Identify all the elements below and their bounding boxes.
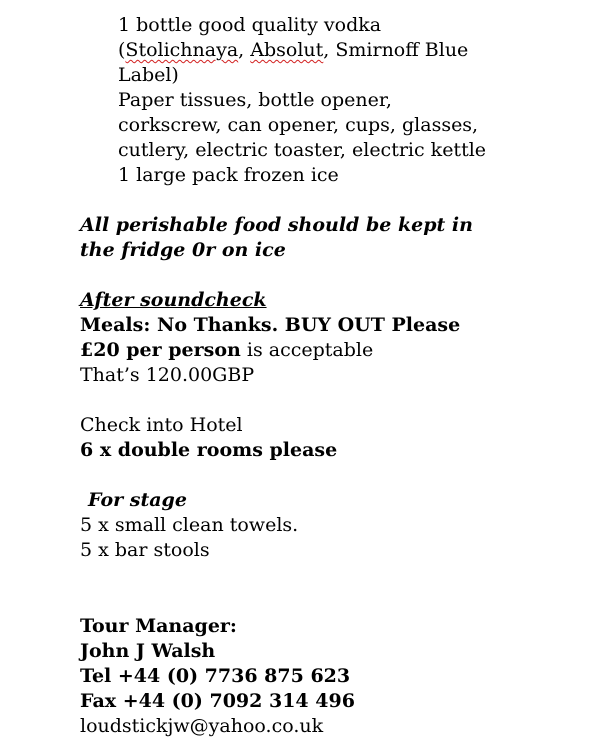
perishable-note-line-2 bbox=[80, 238, 286, 263]
brand-stolichnaya: Stolichnaya bbox=[125, 39, 239, 61]
after-soundcheck-heading bbox=[80, 288, 267, 313]
brand-absolut: Absolut bbox=[250, 39, 324, 61]
stage-heading-text: For stage bbox=[88, 489, 187, 511]
buyout-total bbox=[80, 363, 254, 388]
stage-stools-text: 5 x bar stools bbox=[80, 539, 210, 561]
hotel-check-in bbox=[80, 413, 243, 438]
ice-text: 1 large pack frozen ice bbox=[118, 164, 339, 186]
per-person-rate bbox=[80, 338, 373, 363]
supply-vodka-text: 1 bottle good quality vodka bbox=[118, 14, 382, 36]
stage-stools bbox=[80, 538, 210, 563]
buyout-total-text: That’s 120.00GBP bbox=[80, 364, 255, 386]
supply-vodka-brands-close bbox=[118, 63, 179, 88]
perishable-text-2: the fridge 0r on ice bbox=[80, 239, 286, 261]
stage-towels bbox=[80, 513, 298, 538]
tour-manager-fax bbox=[80, 689, 355, 714]
perishable-note-line-1 bbox=[80, 213, 473, 238]
per-person-amount: £20 per person bbox=[80, 339, 241, 361]
utensils-text-3: cutlery, electric toaster, electric kettle bbox=[118, 139, 487, 161]
brand-separator: , bbox=[238, 39, 251, 61]
perishable-text-1: All perishable food should be kept in bbox=[80, 214, 473, 236]
stage-heading bbox=[88, 488, 187, 513]
after-soundcheck-heading-text: After soundcheck bbox=[80, 289, 267, 311]
meals-buyout-text: Meals: No Thanks. BUY OUT Please bbox=[80, 314, 461, 336]
hotel-check-in-text: Check into Hotel bbox=[80, 414, 243, 436]
supply-vodka-brands bbox=[118, 38, 468, 63]
tour-manager-name bbox=[80, 639, 215, 664]
brands-open-paren: ( bbox=[118, 39, 126, 61]
supply-utensils-line-2 bbox=[118, 113, 478, 138]
meals-buyout bbox=[80, 313, 460, 338]
brands-close-text: Label) bbox=[118, 64, 179, 86]
supply-ice bbox=[118, 163, 339, 188]
utensils-text-2: corkscrew, can opener, cups, glasses, bbox=[118, 114, 479, 136]
per-person-rest: is acceptable bbox=[240, 339, 374, 361]
stage-towels-text: 5 x small clean towels. bbox=[80, 514, 299, 536]
tour-manager-label bbox=[80, 614, 237, 639]
tour-manager-name-text: John J Walsh bbox=[80, 640, 216, 662]
hotel-rooms bbox=[80, 438, 337, 463]
utensils-text-1: Paper tissues, bottle opener, bbox=[118, 89, 392, 111]
tour-manager-email-text: loudstickjw@yahoo.co.uk bbox=[80, 715, 324, 737]
tour-manager-tel-text: Tel +44 (0) 7736 875 623 bbox=[80, 665, 351, 687]
brand-smirnoff: , Smirnoff Blue bbox=[323, 39, 469, 61]
tour-manager-fax-text: Fax +44 (0) 7092 314 496 bbox=[80, 690, 355, 712]
tour-manager-email bbox=[80, 714, 323, 739]
tour-manager-tel bbox=[80, 664, 350, 689]
hotel-rooms-text: 6 x double rooms please bbox=[80, 439, 338, 461]
tour-manager-label-text: Tour Manager: bbox=[80, 615, 237, 637]
supply-utensils-line-3 bbox=[118, 138, 486, 163]
supply-vodka bbox=[118, 13, 381, 38]
supply-utensils-line-1 bbox=[118, 88, 392, 113]
